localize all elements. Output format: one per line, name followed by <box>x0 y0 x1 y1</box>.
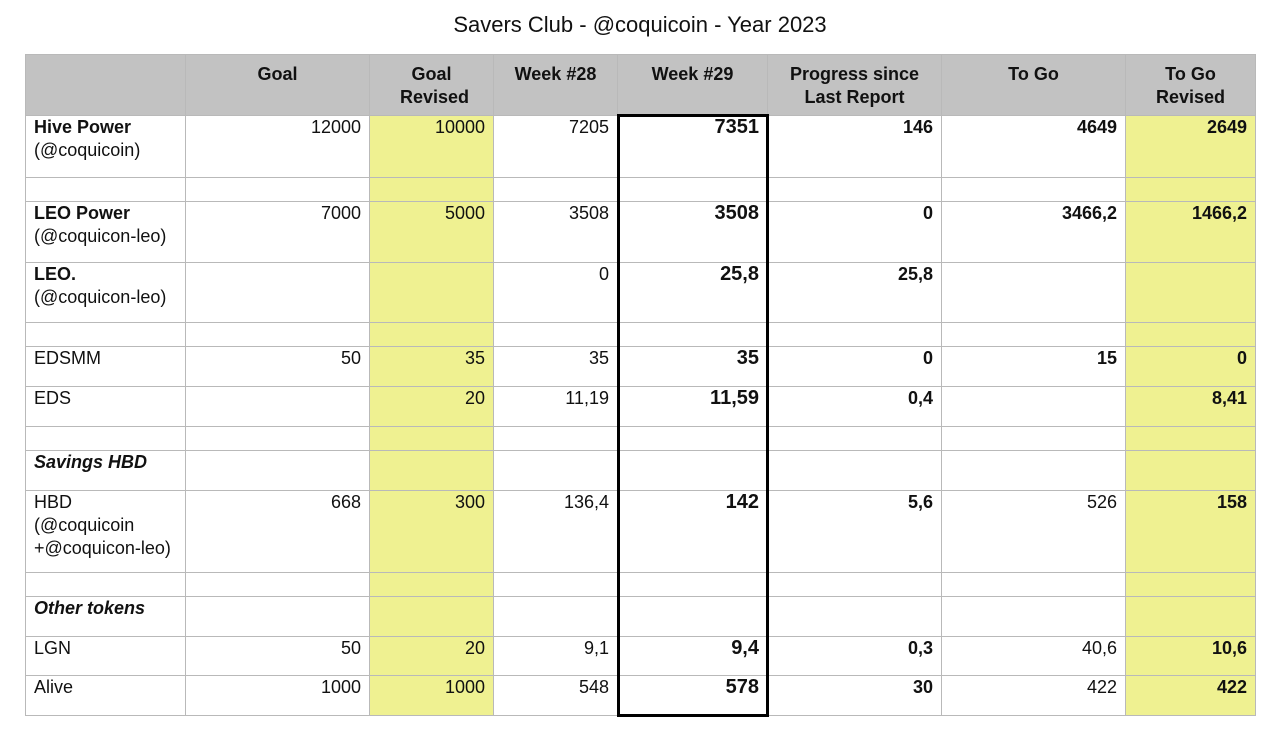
goal-cell: 12000 <box>186 116 370 178</box>
empty-cell <box>942 451 1126 491</box>
empty-cell <box>942 427 1126 451</box>
goal-cell: 1000 <box>186 676 370 716</box>
row-label-cell <box>26 676 186 716</box>
empty-cell <box>1126 451 1256 491</box>
section-row <box>26 597 1256 637</box>
goal-cell <box>186 387 370 427</box>
spacer-row <box>26 178 1256 202</box>
empty-cell <box>186 427 370 451</box>
empty-cell <box>186 573 370 597</box>
to-go-revised-cell: 158 <box>1126 491 1256 573</box>
table-row <box>26 637 1256 676</box>
empty-cell <box>370 597 494 637</box>
goal-revised-cell: 1000 <box>370 676 494 716</box>
goal-revised-cell: 300 <box>370 491 494 573</box>
section-label: Other tokens <box>34 598 146 618</box>
row-label-cell <box>26 347 186 387</box>
empty-cell <box>186 323 370 347</box>
header-cell-progress: Progress since Last Report <box>768 55 942 116</box>
to-go-revised-cell: 2649 <box>1126 116 1256 178</box>
header-cell-to-go-revised: To Go Revised <box>1126 55 1256 116</box>
empty-cell <box>768 178 942 202</box>
empty-cell <box>26 323 186 347</box>
empty-cell <box>186 451 370 491</box>
row-label: HBD <box>34 492 73 512</box>
empty-cell <box>618 178 768 202</box>
to-go-cell: 422 <box>942 676 1126 716</box>
section-row <box>26 451 1256 491</box>
progress-cell: 0 <box>768 202 942 263</box>
empty-cell <box>1126 597 1256 637</box>
goal-revised-cell: 35 <box>370 347 494 387</box>
table-row <box>26 263 1256 323</box>
empty-cell <box>618 573 768 597</box>
to-go-revised-cell: 422 <box>1126 676 1256 716</box>
empty-cell <box>494 451 618 491</box>
row-label-cell <box>26 491 186 573</box>
empty-cell <box>618 597 768 637</box>
spacer-row <box>26 427 1256 451</box>
empty-cell <box>768 427 942 451</box>
header-cell-to-go: To Go <box>942 55 1126 116</box>
to-go-revised-cell <box>1126 263 1256 323</box>
sheet-title: Savers Club - @coquicoin - Year 2023 <box>453 12 827 37</box>
to-go-cell <box>942 263 1126 323</box>
header-cell-week28: Week #28 <box>494 55 618 116</box>
goal-revised-cell: 20 <box>370 387 494 427</box>
to-go-cell: 15 <box>942 347 1126 387</box>
progress-cell: 5,6 <box>768 491 942 573</box>
table-row <box>26 116 1256 178</box>
row-label-cell <box>26 202 186 263</box>
empty-cell <box>618 451 768 491</box>
row-label-cell <box>26 387 186 427</box>
table-row <box>26 347 1256 387</box>
row-sublabel: (@coquicoin <box>34 515 135 535</box>
to-go-cell <box>942 387 1126 427</box>
empty-cell <box>186 178 370 202</box>
header-row <box>26 55 1256 116</box>
empty-cell <box>494 178 618 202</box>
empty-cell <box>494 597 618 637</box>
week29-cell: 35 <box>618 347 768 387</box>
row-sublabel-2: +@coquicon-leo) <box>34 538 171 558</box>
table-row <box>26 202 1256 263</box>
progress-cell: 0 <box>768 347 942 387</box>
row-label: LGN <box>34 638 72 658</box>
row-label: LEO Power <box>34 203 131 223</box>
to-go-revised-cell: 8,41 <box>1126 387 1256 427</box>
header-cell-week29: Week #29 <box>618 55 768 116</box>
empty-cell <box>370 451 494 491</box>
to-go-revised-cell: 0 <box>1126 347 1256 387</box>
empty-cell <box>942 597 1126 637</box>
progress-cell: 25,8 <box>768 263 942 323</box>
week29-cell: 9,4 <box>618 637 768 676</box>
goal-cell: 7000 <box>186 202 370 263</box>
row-sublabel: (@coquicon-leo) <box>34 226 167 246</box>
savers-table <box>25 54 1256 716</box>
empty-cell <box>768 451 942 491</box>
empty-cell <box>1126 573 1256 597</box>
goal-cell <box>186 263 370 323</box>
section-label: Savings HBD <box>34 452 148 472</box>
empty-cell <box>26 427 186 451</box>
week29-cell: 25,8 <box>618 263 768 323</box>
empty-cell <box>768 323 942 347</box>
to-go-cell: 4649 <box>942 116 1126 178</box>
spacer-row <box>26 573 1256 597</box>
empty-cell <box>942 323 1126 347</box>
empty-cell <box>370 427 494 451</box>
empty-cell <box>1126 427 1256 451</box>
spacer-row <box>26 323 1256 347</box>
empty-cell <box>494 427 618 451</box>
goal-revised-cell: 20 <box>370 637 494 676</box>
row-label-cell <box>26 637 186 676</box>
section-label-cell <box>26 451 186 491</box>
week28-cell: 7205 <box>494 116 618 178</box>
goal-revised-cell: 5000 <box>370 202 494 263</box>
empty-cell <box>494 573 618 597</box>
progress-cell: 0,4 <box>768 387 942 427</box>
goal-cell: 50 <box>186 347 370 387</box>
to-go-revised-cell: 1466,2 <box>1126 202 1256 263</box>
empty-cell <box>768 573 942 597</box>
week28-cell: 548 <box>494 676 618 716</box>
header-cell-goal: Goal <box>186 55 370 116</box>
empty-cell <box>26 573 186 597</box>
progress-cell: 30 <box>768 676 942 716</box>
to-go-cell: 526 <box>942 491 1126 573</box>
empty-cell <box>186 597 370 637</box>
week28-cell: 0 <box>494 263 618 323</box>
week28-cell: 11,19 <box>494 387 618 427</box>
week28-cell: 136,4 <box>494 491 618 573</box>
table-row <box>26 491 1256 573</box>
header-cell-label <box>26 55 186 116</box>
row-label-cell <box>26 263 186 323</box>
week29-cell: 578 <box>618 676 768 716</box>
week29-cell: 3508 <box>618 202 768 263</box>
empty-cell <box>26 178 186 202</box>
empty-cell <box>942 573 1126 597</box>
empty-cell <box>370 323 494 347</box>
goal-revised-cell: 10000 <box>370 116 494 178</box>
row-label: Hive Power <box>34 117 132 137</box>
goal-revised-cell <box>370 263 494 323</box>
progress-cell: 0,3 <box>768 637 942 676</box>
table-row <box>26 387 1256 427</box>
row-label: EDSMM <box>34 348 101 368</box>
row-label: LEO. <box>34 264 77 284</box>
empty-cell <box>942 178 1126 202</box>
empty-cell <box>768 597 942 637</box>
progress-cell: 146 <box>768 116 942 178</box>
week29-cell: 142 <box>618 491 768 573</box>
empty-cell <box>370 573 494 597</box>
table-row <box>26 676 1256 716</box>
to-go-cell: 40,6 <box>942 637 1126 676</box>
goal-cell: 50 <box>186 637 370 676</box>
row-label: Alive <box>34 677 74 697</box>
section-label-cell <box>26 597 186 637</box>
row-label-cell <box>26 116 186 178</box>
empty-cell <box>618 427 768 451</box>
week28-cell: 3508 <box>494 202 618 263</box>
week29-cell: 11,59 <box>618 387 768 427</box>
empty-cell <box>618 323 768 347</box>
empty-cell <box>1126 178 1256 202</box>
goal-cell: 668 <box>186 491 370 573</box>
row-sublabel: (@coquicoin) <box>34 140 141 160</box>
header-cell-goal-revised: Goal Revised <box>370 55 494 116</box>
empty-cell <box>494 323 618 347</box>
week29-cell: 7351 <box>618 116 768 178</box>
row-sublabel: (@coquicon-leo) <box>34 287 167 307</box>
empty-cell <box>370 178 494 202</box>
row-label: EDS <box>34 388 72 408</box>
to-go-cell: 3466,2 <box>942 202 1126 263</box>
to-go-revised-cell: 10,6 <box>1126 637 1256 676</box>
empty-cell <box>1126 323 1256 347</box>
week28-cell: 35 <box>494 347 618 387</box>
week28-cell: 9,1 <box>494 637 618 676</box>
